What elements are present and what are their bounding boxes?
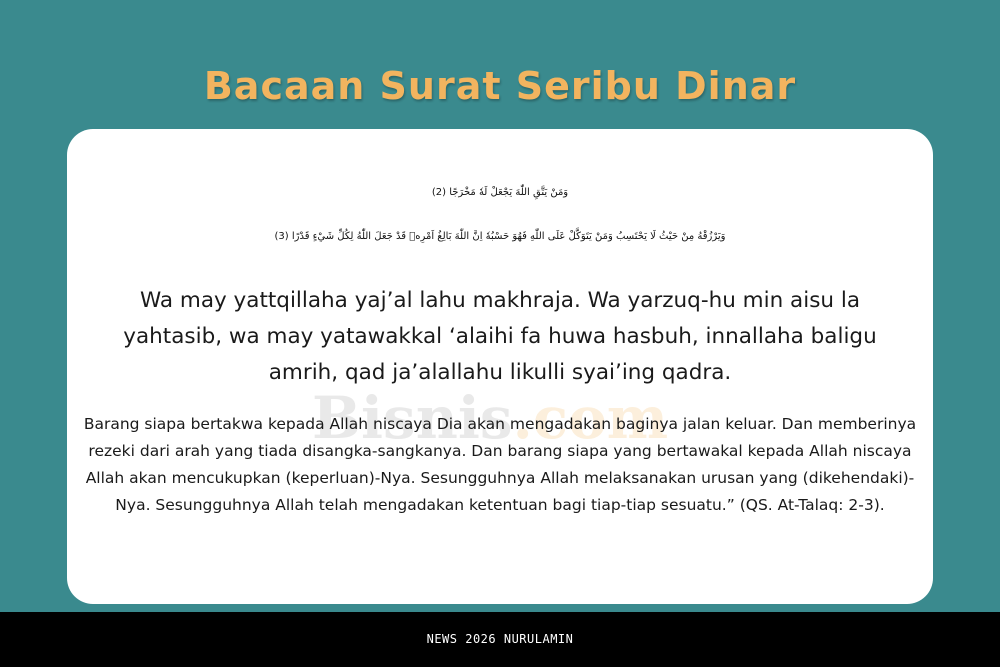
transliteration-text: Wa may yattqillaha yaj’al lahu makhraja. Wa yarzuq-hu min aisu la yahtasib, wa may yatawakkal ‘alaihi fa huwa hasbuh, innallaha baligu amrih, qad ja’alallahu likulli syai’ing qadra. [123,288,877,385]
watermark-suffix: .com [512,384,669,452]
arabic-verse-line-2: وَيَرْزُقْهُ مِنْ حَيْثُ لَا يَحْتَسِبُ وَمَنْ يَتَوَكَّلْ عَلَى اللّٰهِ فَهُوَ حَسْبُهٗ اِنَّ اللّٰهَ بَالِغُ اَمْرِهٖ قَدْ جَعَلَ اللّٰهُ لِكُلِّ شَيْءٍ قَدْرًا (3) [274,231,726,242]
arabic-verse-line-1: وَمَنْ يَتَّقِ اللّٰهَ يَجْعَلْ لَهٗ مَخْرَجًا (2) [431,187,569,198]
page-title: Bacaan Surat Seribu Dinar [203,64,797,108]
content-card [67,129,933,604]
footer-bar [0,612,1000,667]
watermark-text: Bisnis [312,384,513,452]
footer-text: NEWS 2026 NURULAMIN [426,632,574,646]
translation-text: Barang siapa bertakwa kepada Allah niscaya Dia akan mengadakan baginya jalan keluar. Dan memberinya rezeki dari arah yang tiada disangka-sangkanya. Dan barang siapa yang bertawakal kepada Allah niscaya Allah akan mencukupkan (keperluan)-Nya. Sesungguhnya Allah melaksanakan urusan yang (dikehendaki)-Nya. Sesungguhnya Allah telah mengadakan ketentuan bagi tiap-tiap sesuatu.” (QS. At-Talaq: 2-3). [83,415,917,514]
